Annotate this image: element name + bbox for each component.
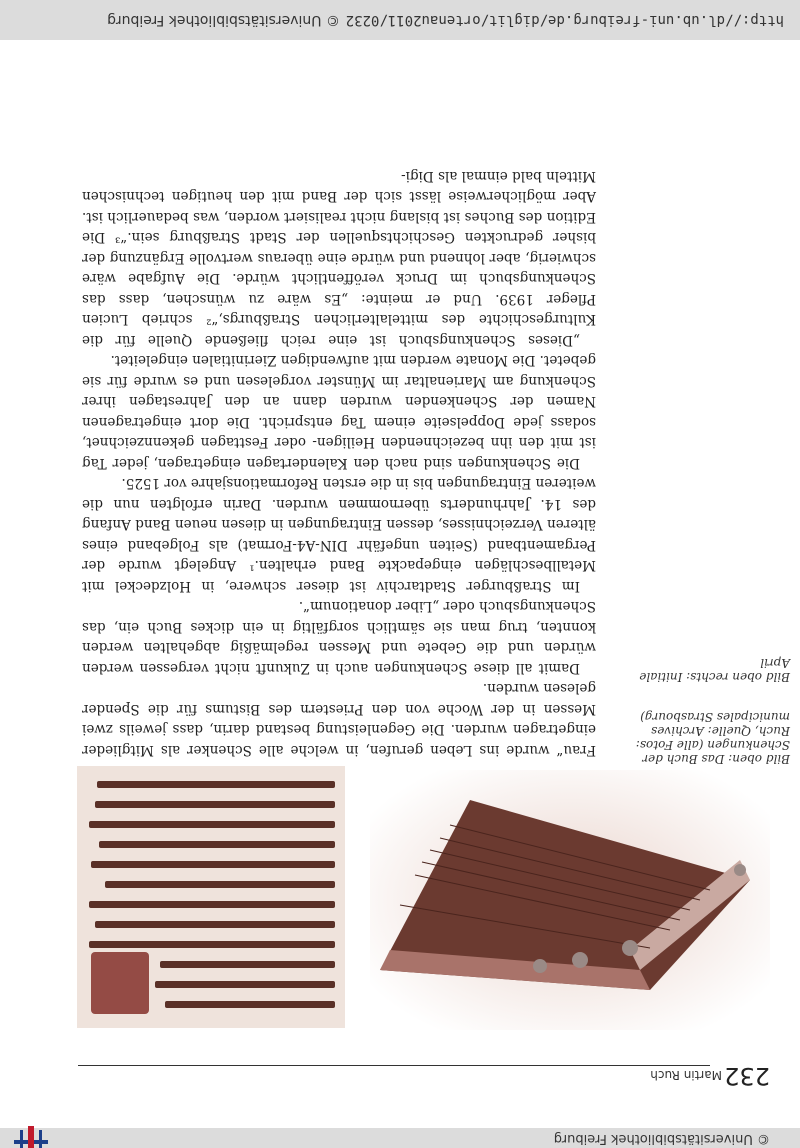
- header-library-credit: © Universitätsbibliothek Freiburg: [553, 1131, 770, 1146]
- paragraph: „Dieses Schenkungsbuch ist eine reich fließende Quelle für die Kulturgeschichte des mittelalterlichen Straßburgs,“² schrieb Lucien Pfleger 1939. Und er meinte: „Es wäre zu wünschen, dass das Schenkungsbuch im Druck veröffentlicht würde. Die Aufgabe wäre schwierig, aber lohnend und würde eine überaus wertvolle Ergänzung der bisher gedruckten Geschichtsquellen der Stadt Straßburg sein.“³ Die Edition des Buches ist bislang nicht realisiert worden, was bedauerlich ist. Aber möglicherweise lässt sich der Band mit den heutigen technischen Mitteln bald einmal als Digi-: [82, 168, 596, 348]
- body-text: [82, 166, 596, 761]
- page-number: 232: [724, 1062, 770, 1090]
- footer-url-link[interactable]: http://dl.ub.uni-freiburg.de/diglit/ortenau2011/0232: [345, 12, 784, 28]
- footer-bar: [0, 0, 800, 40]
- manuscript-initial-photo: [77, 766, 345, 1028]
- caption-book: Bild oben: Das Buch der Schenkungen (alle Fotos: Ruch, Quelle: Archives municipales Strasbourg): [635, 710, 790, 766]
- decorated-initial: [91, 952, 149, 1014]
- header-bar: [0, 1128, 800, 1148]
- paragraph: Damit all diese Schenkungen auch in Zukunft nicht vergessen werden würden und die Gebete und Messen regelmäßig abgehalten werden konnten, trug man sie sämtlich sorgfältig in ein dickes Buch ein, das Schenkungsbuch oder „Liber donationum“.: [82, 598, 596, 676]
- captions: [620, 630, 790, 766]
- caption-manuscript: Bild oben rechts: Initiale April: [639, 656, 790, 684]
- paragraph: Frau“ wurde ins Leben gerufen, in welche alle Schenker als Mitglieder eingetragen wurden. Die Gegenleistung bestand darin, dass jeweils zwei Messen in der Woche von den Priestern des Bistums für die Spender gelesen wurden.: [82, 680, 596, 758]
- running-head-author: Martin Ruch: [650, 1068, 722, 1082]
- university-logo-icon: [14, 1126, 48, 1148]
- paragraph: Die Schenkungen sind nach den Kalendertagen eingetragen, jeder Tag ist mit den ihn bezeichnenden Heiligen- oder Festtagen gekennzeichnet, sodass jede Doppelseite einem Tag entspricht. Die dort eingetragenen Namen der Schenkenden wurden dann an den Jahrestagen ihrer Schenkung am Marienaltar im Münster vorgelesen und es wurde für sie gebetet. Die Monate werden mit aufwendigen Zierinitialen eingeleitet.: [82, 352, 596, 471]
- book-photo: [370, 770, 770, 1030]
- header-rule: [78, 1065, 710, 1066]
- paragraph: Im Straßburger Stadtarchiv ist dieser schwere, in Holzdeckel mit Metallbeschlägen eingepackte Band erhalten.¹ Angelegt wurde der Pergamentband (Seiten ungefähr DIN-A4-Format) als Folgeband eines älteren Verzeichnisses, dessen Eintragungen in diesen neuen Band Anfang des 14. Jahrhunderts übernommen wurden. Darin erfolgten nun die weiteren Eintragungen bis in die ersten Reformationsjahre vor 1525.: [82, 475, 596, 594]
- footer-library-credit: © Universitätsbibliothek Freiburg: [107, 12, 340, 28]
